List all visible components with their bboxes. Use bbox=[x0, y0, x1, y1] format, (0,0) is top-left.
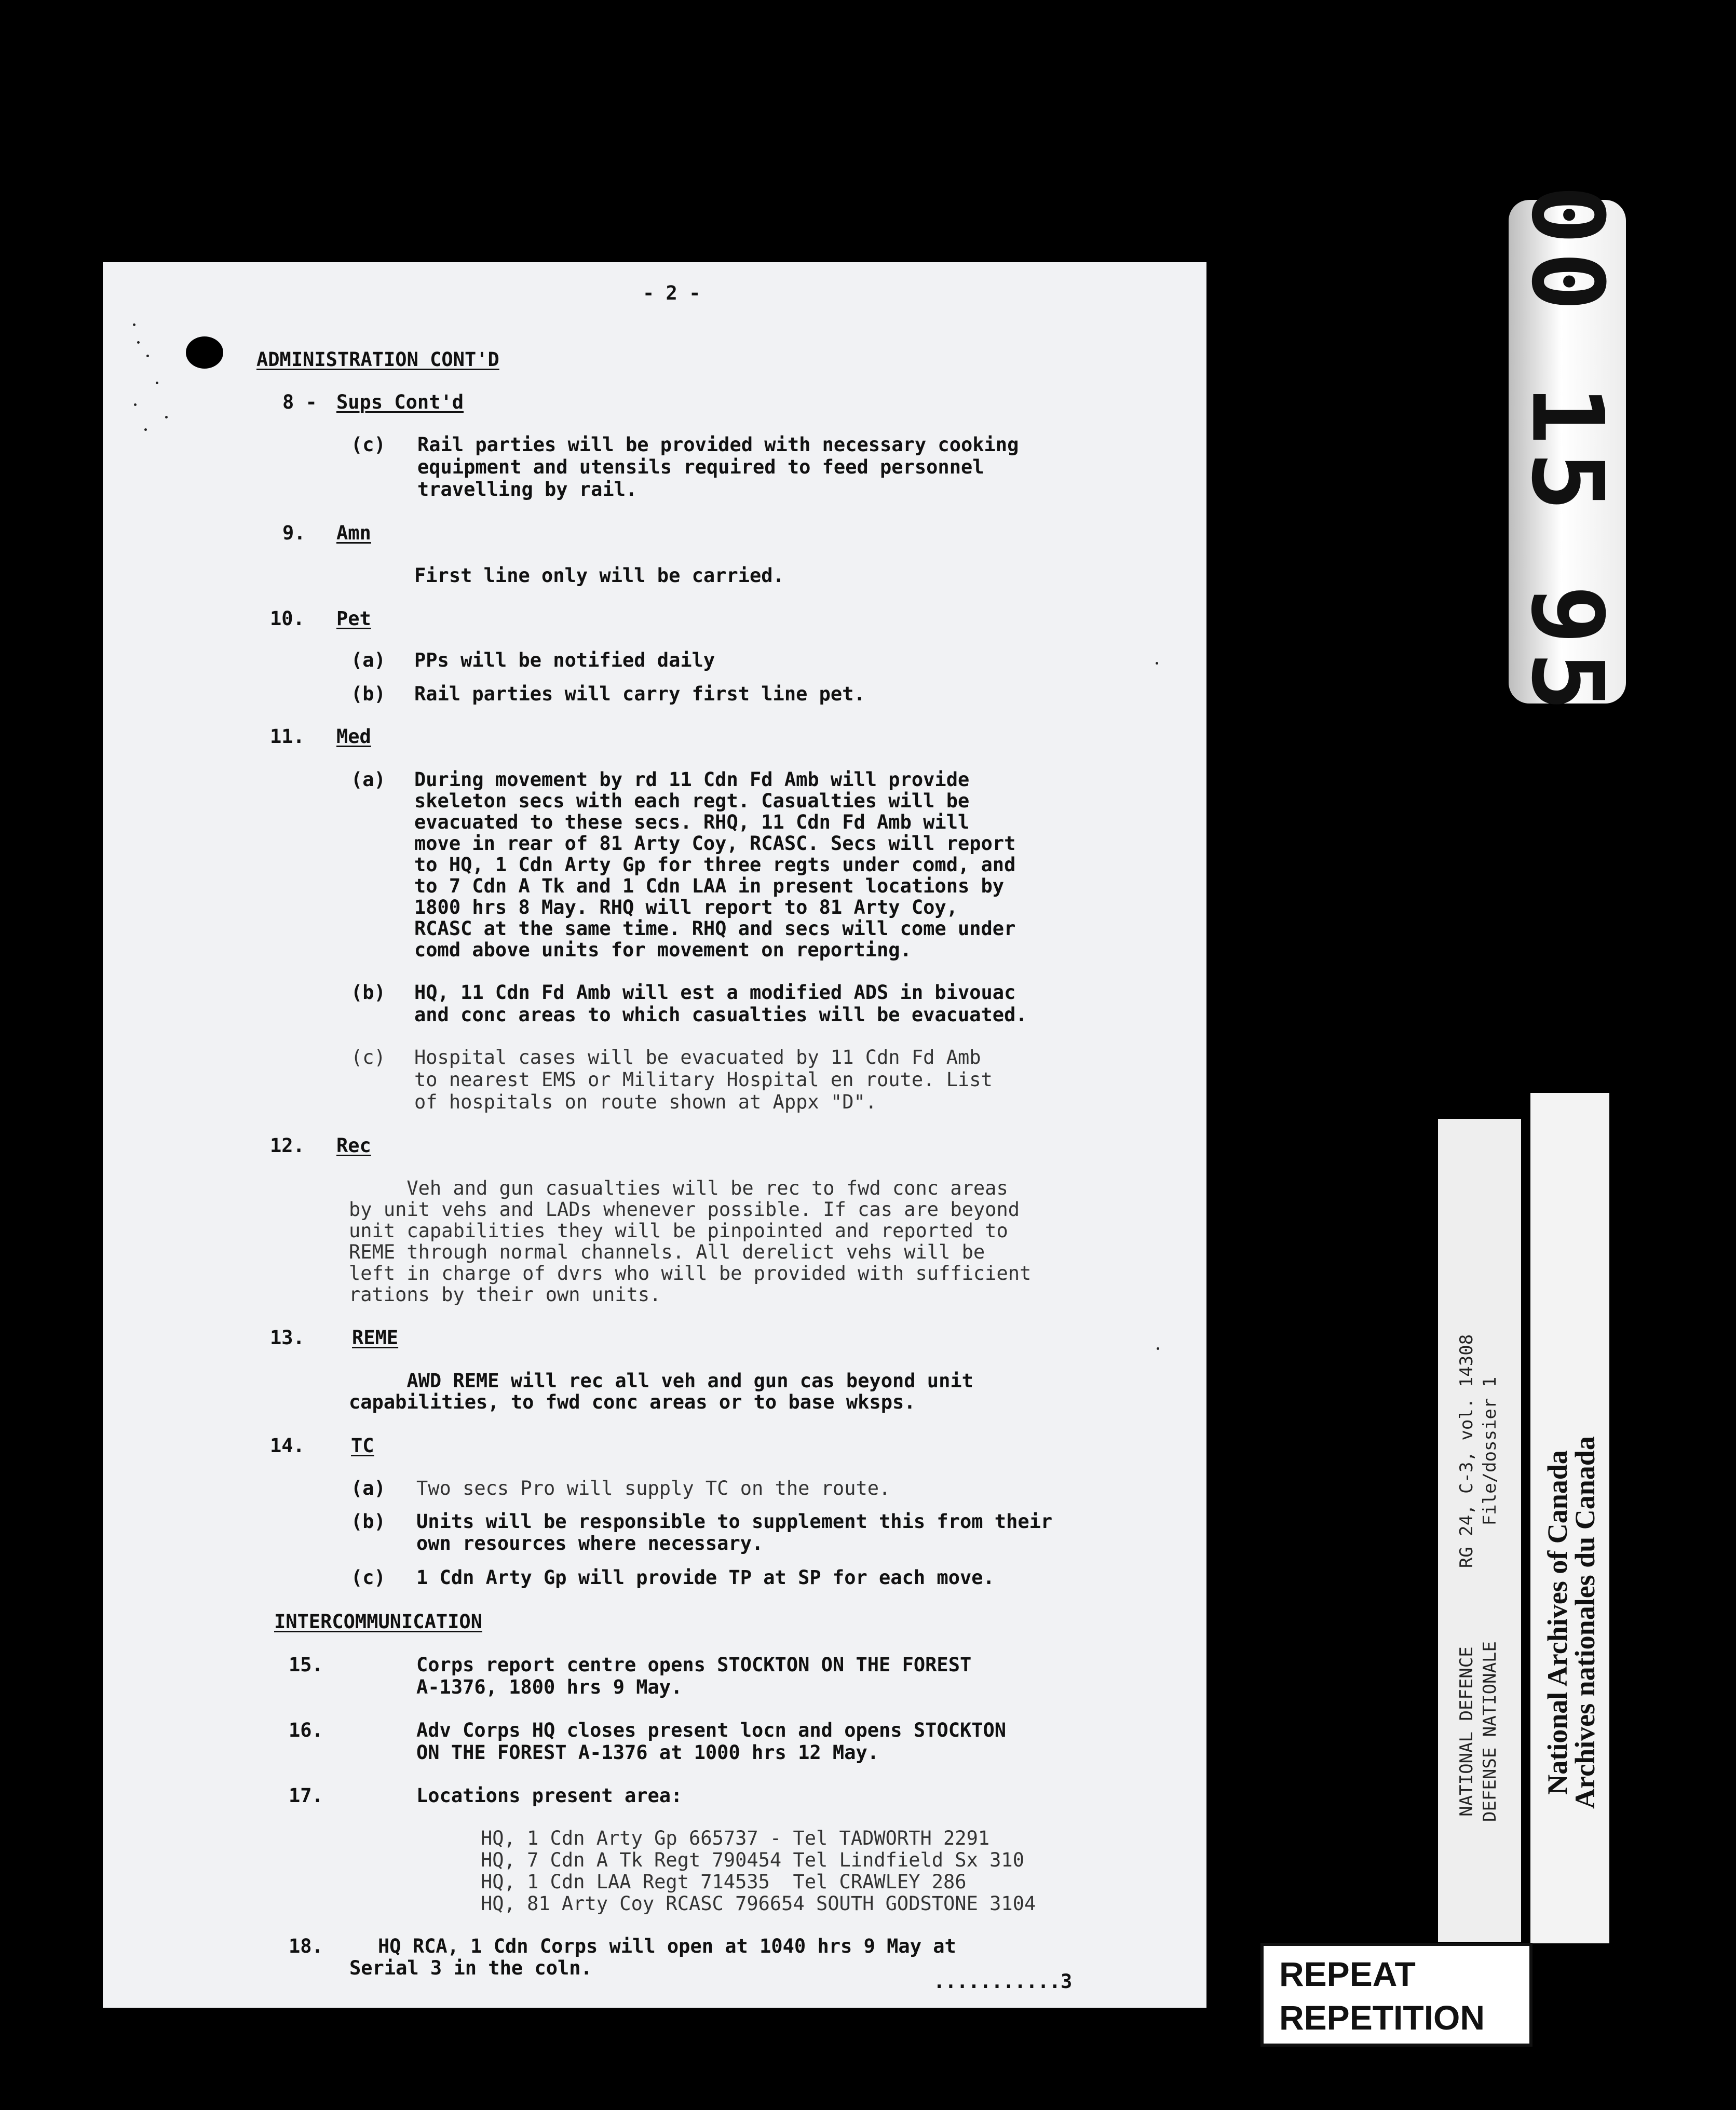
archive-ref-line2: File/dossier 1 bbox=[1480, 1376, 1500, 1526]
archive-reference-stamp bbox=[1438, 1119, 1521, 1942]
item-14-title: TC bbox=[351, 1435, 374, 1457]
text-line: to nearest EMS or Military Hospital en route. List bbox=[414, 1068, 993, 1091]
location-line: HQ, 1 Cdn LAA Regt 714535 Tel CRAWLEY 286 bbox=[481, 1871, 967, 1893]
item-11-number: 11. bbox=[270, 725, 305, 748]
archive-name-stamp bbox=[1530, 1093, 1609, 1943]
continuation-marker: ...........3 bbox=[933, 1970, 1073, 1993]
item-8c-label: (c) bbox=[351, 434, 386, 456]
item-8-title: Sups Cont'd bbox=[336, 391, 464, 413]
text-line: During movement by rd 11 Cdn Fd Amb will provide bbox=[414, 768, 970, 791]
punch-hole bbox=[186, 336, 223, 369]
text-line: left in charge of dvrs who will be provided with sufficient bbox=[349, 1262, 1032, 1284]
repeat-label: REPEAT bbox=[1279, 1955, 1416, 1993]
item-18-number: 18. bbox=[289, 1935, 323, 1957]
text-line: comd above units for movement on reporting. bbox=[414, 939, 912, 961]
archive-ref-line4: DEFENSE NATIONALE bbox=[1480, 1641, 1500, 1822]
text-line: RCASC at the same time. RHQ and secs will come under bbox=[414, 917, 1016, 940]
text-line: of hospitals on route shown at Appx "D". bbox=[414, 1091, 877, 1113]
text-line: PPs will be notified daily bbox=[414, 649, 715, 671]
item-9-number: 9. bbox=[282, 522, 306, 544]
item-10b-label: (b) bbox=[351, 683, 386, 705]
repeat-stamp bbox=[1260, 1943, 1532, 2047]
item-8-number: 8 - bbox=[282, 391, 317, 413]
text-line: AWD REME will rec all veh and gun cas beyond unit bbox=[349, 1370, 973, 1392]
location-line: HQ, 1 Cdn Arty Gp 665737 - Tel TADWORTH 2291 bbox=[481, 1827, 990, 1849]
text-line: Rail parties will be provided with necessary cooking bbox=[417, 434, 1019, 456]
item-15-number: 15. bbox=[289, 1654, 323, 1676]
archive-ref-line1: RG 24, C-3, vol. 14308 bbox=[1456, 1334, 1477, 1568]
item-14c-label: (c) bbox=[351, 1566, 386, 1589]
text-line: and conc areas to which casualties will be evacuated. bbox=[414, 1004, 1027, 1026]
speck bbox=[1157, 1347, 1159, 1350]
repetition-label: REPETITION bbox=[1279, 1998, 1485, 2037]
item-12-title: Rec bbox=[336, 1134, 371, 1157]
speck bbox=[1156, 662, 1158, 665]
document-page bbox=[103, 262, 1206, 2008]
section-heading-intercom: INTERCOMMUNICATION bbox=[274, 1611, 482, 1633]
text-line: evacuated to these secs. RHQ, 11 Cdn Fd Amb will bbox=[414, 811, 970, 833]
text-line: ON THE FOREST A-1376 at 1000 hrs 12 May. bbox=[416, 1741, 879, 1764]
text-line: to HQ, 1 Cdn Arty Gp for three regts under comd, and bbox=[414, 854, 1016, 876]
text-line: skeleton secs with each regt. Casualties will be bbox=[414, 790, 970, 812]
text-line: Units will be responsible to supplement this from their bbox=[416, 1510, 1053, 1533]
item-16-number: 16. bbox=[289, 1719, 323, 1741]
speck bbox=[146, 355, 149, 357]
text-line: Adv Corps HQ closes present locn and opens STOCKTON bbox=[416, 1719, 1007, 1741]
item-14b-label: (b) bbox=[351, 1510, 386, 1533]
archive-ref-line3: NATIONAL DEFENCE bbox=[1456, 1646, 1477, 1817]
text-line: Corps report centre opens STOCKTON ON THE FOREST bbox=[416, 1654, 972, 1676]
item-13-title: REME bbox=[352, 1327, 399, 1349]
item-11-title: Med bbox=[336, 725, 371, 748]
speck bbox=[156, 382, 158, 384]
text-line: capabilities, to fwd conc areas or to base wksps. bbox=[349, 1391, 916, 1413]
item-17-number: 17. bbox=[289, 1784, 323, 1807]
speck bbox=[134, 403, 137, 406]
speck bbox=[133, 323, 135, 326]
text-line: Hospital cases will be evacuated by 11 Cdn Fd Amb bbox=[414, 1046, 981, 1068]
item-10a-label: (a) bbox=[351, 649, 386, 671]
speck bbox=[137, 341, 140, 344]
text-line: Veh and gun casualties will be rec to fwd conc areas bbox=[349, 1177, 1008, 1199]
item-10-title: Pet bbox=[336, 607, 371, 630]
speck bbox=[144, 428, 147, 431]
text-line: REME through normal channels. All derelict vehs will be bbox=[349, 1241, 985, 1263]
text-line: by unit vehs and LADs whenever possible. If cas are beyond bbox=[349, 1198, 1020, 1221]
text-line: equipment and utensils required to feed personnel bbox=[417, 456, 984, 478]
text-line: 1 Cdn Arty Gp will provide TP at SP for each move. bbox=[416, 1566, 995, 1589]
archive-name-fr: Archives nationales du Canada bbox=[1569, 1436, 1601, 1809]
section-heading: ADMINISTRATION CONT'D bbox=[256, 348, 499, 371]
text-line: rations by their own units. bbox=[349, 1283, 661, 1306]
text-line: Serial 3 in the coln. bbox=[349, 1957, 592, 1979]
location-line: HQ, 81 Arty Coy RCASC 796654 SOUTH GODSTONE 3104 bbox=[481, 1892, 1036, 1915]
item-11b-label: (b) bbox=[351, 981, 386, 1004]
text-line: A-1376, 1800 hrs 9 May. bbox=[416, 1676, 683, 1698]
speck bbox=[165, 416, 168, 418]
item-14-number: 14. bbox=[270, 1435, 305, 1457]
text-line: unit capabilities they will be pinpointed and reported to bbox=[349, 1220, 1008, 1242]
item-13-number: 13. bbox=[270, 1327, 305, 1349]
text-line: HQ RCA, 1 Cdn Corps will open at 1040 hrs 9 May at bbox=[378, 1935, 956, 1957]
item-11c-label: (c) bbox=[351, 1046, 386, 1068]
text-line: Rail parties will carry first line pet. bbox=[414, 683, 865, 705]
text-line: First line only will be carried. bbox=[414, 564, 784, 587]
text-line: own resources where necessary. bbox=[416, 1532, 764, 1554]
item-11a-label: (a) bbox=[351, 768, 386, 791]
location-line: HQ, 7 Cdn A Tk Regt 790454 Tel Lindfield Sx 310 bbox=[481, 1849, 1024, 1871]
page-number: - 2 - bbox=[643, 282, 701, 304]
text-line: to 7 Cdn A Tk and 1 Cdn LAA in present locations by bbox=[414, 875, 1005, 897]
frame-number-text: 00 15 95 bbox=[1510, 185, 1625, 719]
item-10-number: 10. bbox=[270, 607, 305, 630]
text-line: HQ, 11 Cdn Fd Amb will est a modified ADS in bivouac bbox=[414, 981, 1016, 1004]
text-line: move in rear of 81 Arty Coy, RCASC. Secs will report bbox=[414, 832, 1016, 855]
text-line: Two secs Pro will supply TC on the route. bbox=[416, 1477, 891, 1499]
archive-name-en: National Archives of Canada bbox=[1542, 1450, 1573, 1795]
archive-frame-number bbox=[1509, 185, 1626, 719]
item-12-number: 12. bbox=[270, 1134, 305, 1157]
text-line: travelling by rail. bbox=[417, 478, 638, 501]
item-14a-label: (a) bbox=[351, 1477, 386, 1499]
text-line: 1800 hrs 8 May. RHQ will report to 81 Arty Coy, bbox=[414, 896, 958, 918]
item-9-title: Amn bbox=[336, 522, 371, 544]
item-17-title: Locations present area: bbox=[416, 1784, 683, 1807]
